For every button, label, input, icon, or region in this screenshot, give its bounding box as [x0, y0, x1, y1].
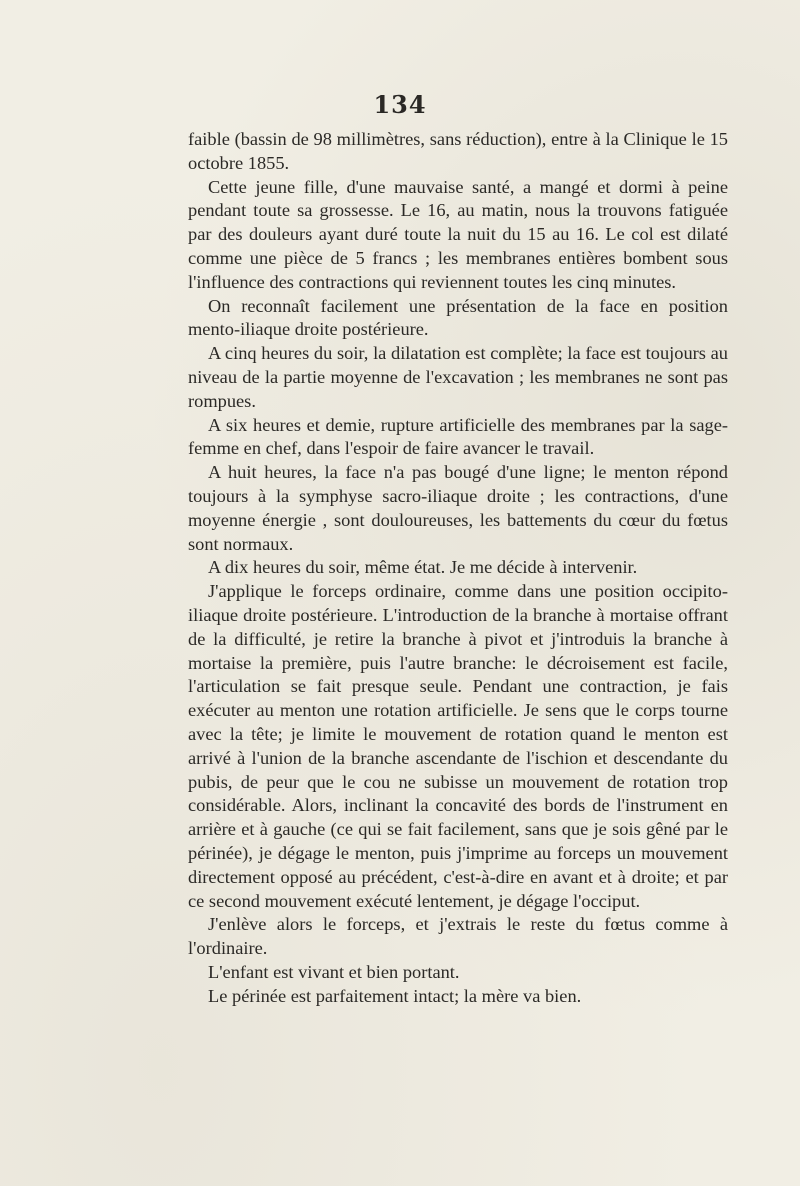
paragraph: A six heures et demie, rupture artificielle des membranes par la sage-femme en chef, dans l'espoir de faire avancer le travail.: [188, 414, 728, 459]
paragraph: Le périnée est parfaitement intact; la mère va bien.: [208, 985, 582, 1006]
body-text: [188, 128, 728, 1008]
paragraph: On reconnaît facilement une présentation de la face en position mento-iliaque droite postérieure.: [188, 295, 728, 340]
paragraph: Cette jeune fille, d'une mauvaise santé, a mangé et dormi à peine pendant toute sa grossesse. Le 16, au matin, nous la trouvons fatiguée par des douleurs ayant duré toute la nuit du 15 au 16. Le col est dilaté comme une pièce de 5 francs ; les membranes entières bombent sous l'influence des contractions qui reviennent toutes les cinq minutes.: [188, 176, 728, 292]
paragraph: L'enfant est vivant et bien portant.: [208, 961, 460, 982]
paragraph: J'enlève alors le forceps, et j'extrais le reste du fœtus comme à l'ordinaire.: [188, 914, 728, 959]
paragraph: faible (bassin de 98 millimètres, sans réduction), entre à la Clinique le 15 octobre 1855.: [188, 129, 728, 173]
paragraph: J'applique le forceps ordinaire, comme dans une position occipito-iliaque droite postérieure. L'introduction de la branche à mortaise offrant de la difficulté, je retire la branche à pivot et j'introduis la branche à mortaise la première, puis l'autre branche: le décroisement est facile, l'articulation se fait presque seule. Pendant une contraction, je fais exécuter au menton une rotation artificielle. Je sens que le corps tourne avec la tête; je limite le mouvement de rotation quand le menton est arrivé à l'union de la branche ascendante de l'ischion et descendante du pubis, de peur que le cou ne subisse un mouvement de rotation trop considérable. Alors, inclinant la concavité des bords de l'instrument en arrière et à gauche (ce qui se fait facilement, sans que je sois gêné par le périnée), je dégage le menton, puis j'imprime au forceps un mouvement directement opposé au précédent, c'est-à-dire en avant et à droite; et par ce second mouvement exécuté lentement, je dégage l'occiput.: [188, 581, 728, 911]
page-number: 134: [373, 90, 427, 119]
paragraph: A dix heures du soir, même état. Je me décide à intervenir.: [208, 557, 638, 578]
paragraph: A cinq heures du soir, la dilatation est complète; la face est toujours au niveau de la partie moyenne de l'excavation ; les membranes ne sont pas rompues.: [188, 343, 728, 411]
paragraph: A huit heures, la face n'a pas bougé d'une ligne; le menton répond toujours à la symphyse sacro-iliaque droite ; les contractions, d'une moyenne énergie , sont douloureuses, les battements du cœur du fœtus sont normaux.: [188, 462, 728, 554]
